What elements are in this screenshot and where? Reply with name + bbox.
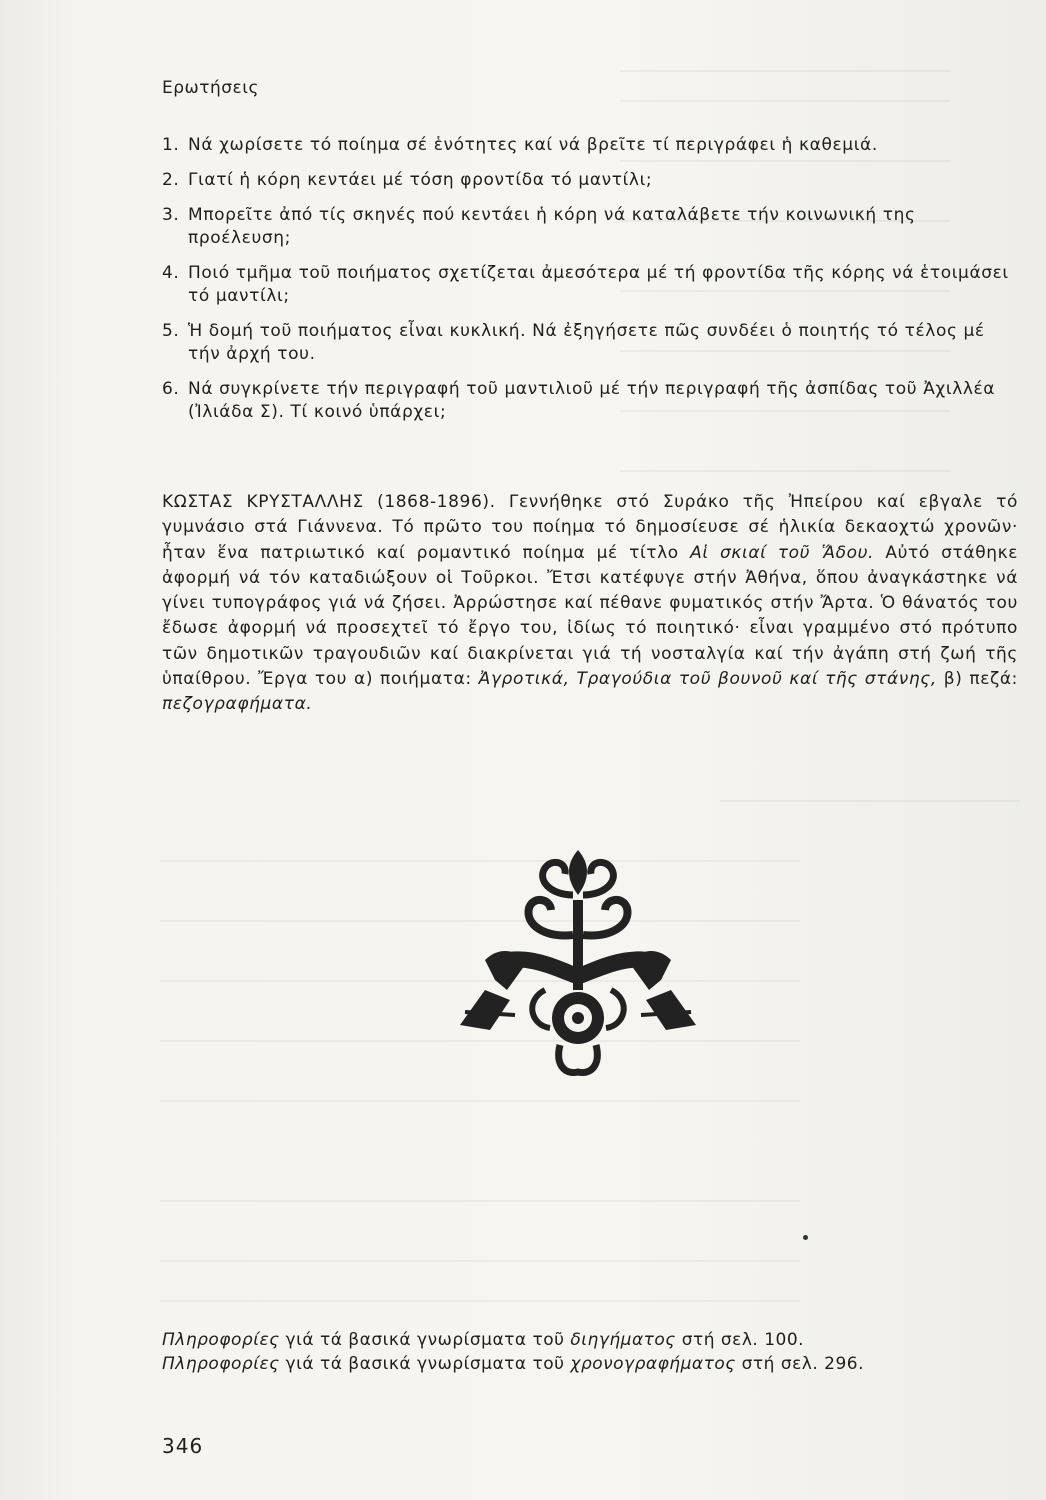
biography-paragraph [162, 490, 1018, 718]
question-text: Ποιό τμῆμα τοῦ ποιήματος σχετίζεται ἀμεσότερα μέ τή φροντίδα τῆς κόρης νά ἑτοιμάσει τό μαντίλι; [188, 263, 1009, 306]
question-item [162, 204, 1022, 250]
folk-ornament-icon [455, 840, 705, 1080]
info-text: γιά τά βασικά γνωρίσματα τοῦ [279, 1354, 571, 1374]
bio-title-italic: Αἱ σκιαί τοῦ Ἅδου. [690, 542, 875, 563]
question-number: 2. [162, 170, 180, 190]
questions-heading: Ερωτήσεις [162, 78, 259, 98]
info-line [162, 1352, 864, 1376]
question-number: 4. [162, 263, 180, 283]
ink-dot [803, 1235, 808, 1240]
question-number: 1. [162, 135, 180, 155]
question-text: Νά χωρίσετε τό ποίημα σέ ἑνότητες καί νά βρεῖτε τί περιγράφει ἡ καθεμιά. [188, 135, 878, 155]
question-item [162, 169, 1022, 192]
question-item [162, 134, 1022, 157]
info-label: Πληροφορίες [162, 1354, 280, 1374]
info-page-ref: στή σελ. 100. [675, 1330, 805, 1350]
question-text: Γιατί ἡ κόρη κεντάει μέ τόση φροντίδα τό μαντίλι; [188, 170, 653, 190]
question-number: 3. [162, 205, 180, 225]
page-number: 346 [162, 1434, 204, 1458]
info-references [162, 1328, 864, 1376]
bio-prose-italic: πεζογραφήματα. [162, 694, 313, 715]
question-number: 5. [162, 321, 180, 341]
bio-text-2: Αὐτό στάθηκε ἀφορμή νά τόν καταδιώξουν οἱ Τοῦρκοι. Ἔτσι κατέφυγε στήν Ἀθήνα, ὅπου ἀναγκάστηκε νά γίνει τυπογράφος γιά νά ζήσει. Ἀρρώστησε καί πέθανε φυματικός στήν Ἄρτα. Ὁ θάνατός του ἔδωσε ἀφορμή νά προσεχτεῖ τό ἔργο του, ἰδίως τό ποιητικό· εἶναι γραμμένο στό πρότυπο τῶν δημοτικῶν τραγουδιῶν καί διακρίνεται γιά τή νοσταλγία καί τήν ἀγάπη στή ζωή τῆς ὑπαίθρου. Ἔργα του α) ποιήματα: [162, 542, 1018, 690]
question-item [162, 262, 1022, 308]
question-item [162, 378, 1022, 424]
question-number: 6. [162, 379, 180, 399]
question-item [162, 320, 1022, 366]
info-page-ref: στή σελ. 296. [735, 1354, 865, 1374]
info-text: γιά τά βασικά γνωρίσματα τοῦ [279, 1330, 571, 1350]
info-genre: διηγήματος [570, 1330, 676, 1350]
author-biography [162, 490, 1018, 718]
bio-poems-italic: Ἀγροτικά, Τραγούδια τοῦ βουνοῦ καί τῆς στάνης, [478, 669, 937, 690]
question-text: Νά συγκρίνετε τήν περιγραφή τοῦ μαντιλιοῦ μέ τήν περιγραφή τῆς ἀσπίδας τοῦ Ἀχιλλέα (Ἰλιάδα Σ). Τί κοινό ὑπάρχει; [188, 379, 996, 422]
info-genre: χρονογραφήματος [570, 1354, 736, 1374]
questions-list [162, 134, 1022, 436]
info-line [162, 1328, 864, 1352]
question-text: Ἡ δομή τοῦ ποιήματος εἶναι κυκλική. Νά ἐξηγήσετε πῶς συνδέει ὁ ποιητής τό τέλος μέ τήν ἀρχή του. [188, 321, 985, 364]
question-text: Μπορεῖτε ἀπό τίς σκηνές πού κεντάει ἡ κόρη νά καταλάβετε τήν κοινωνική της προέλευση; [188, 205, 916, 248]
bio-text-3: β) πεζά: [936, 669, 1019, 690]
info-label: Πληροφορίες [162, 1330, 280, 1350]
bio-text-1: ΚΩΣΤΑΣ ΚΡΥΣΤΑΛΛΗΣ (1868-1896). Γεννήθηκε στό Συράκο τῆς Ἠπείρου καί εβγαλε τό γυμνάσιο στά Γιάννενα. Τό πρῶτο του ποίημα τό δημοσίευσε σέ ἡλικία δεκαοχτώ χρονῶν· ἦταν ἕνα πατριωτικό καί ρομαντικό ποίημα μέ τίτλο [162, 492, 1018, 563]
